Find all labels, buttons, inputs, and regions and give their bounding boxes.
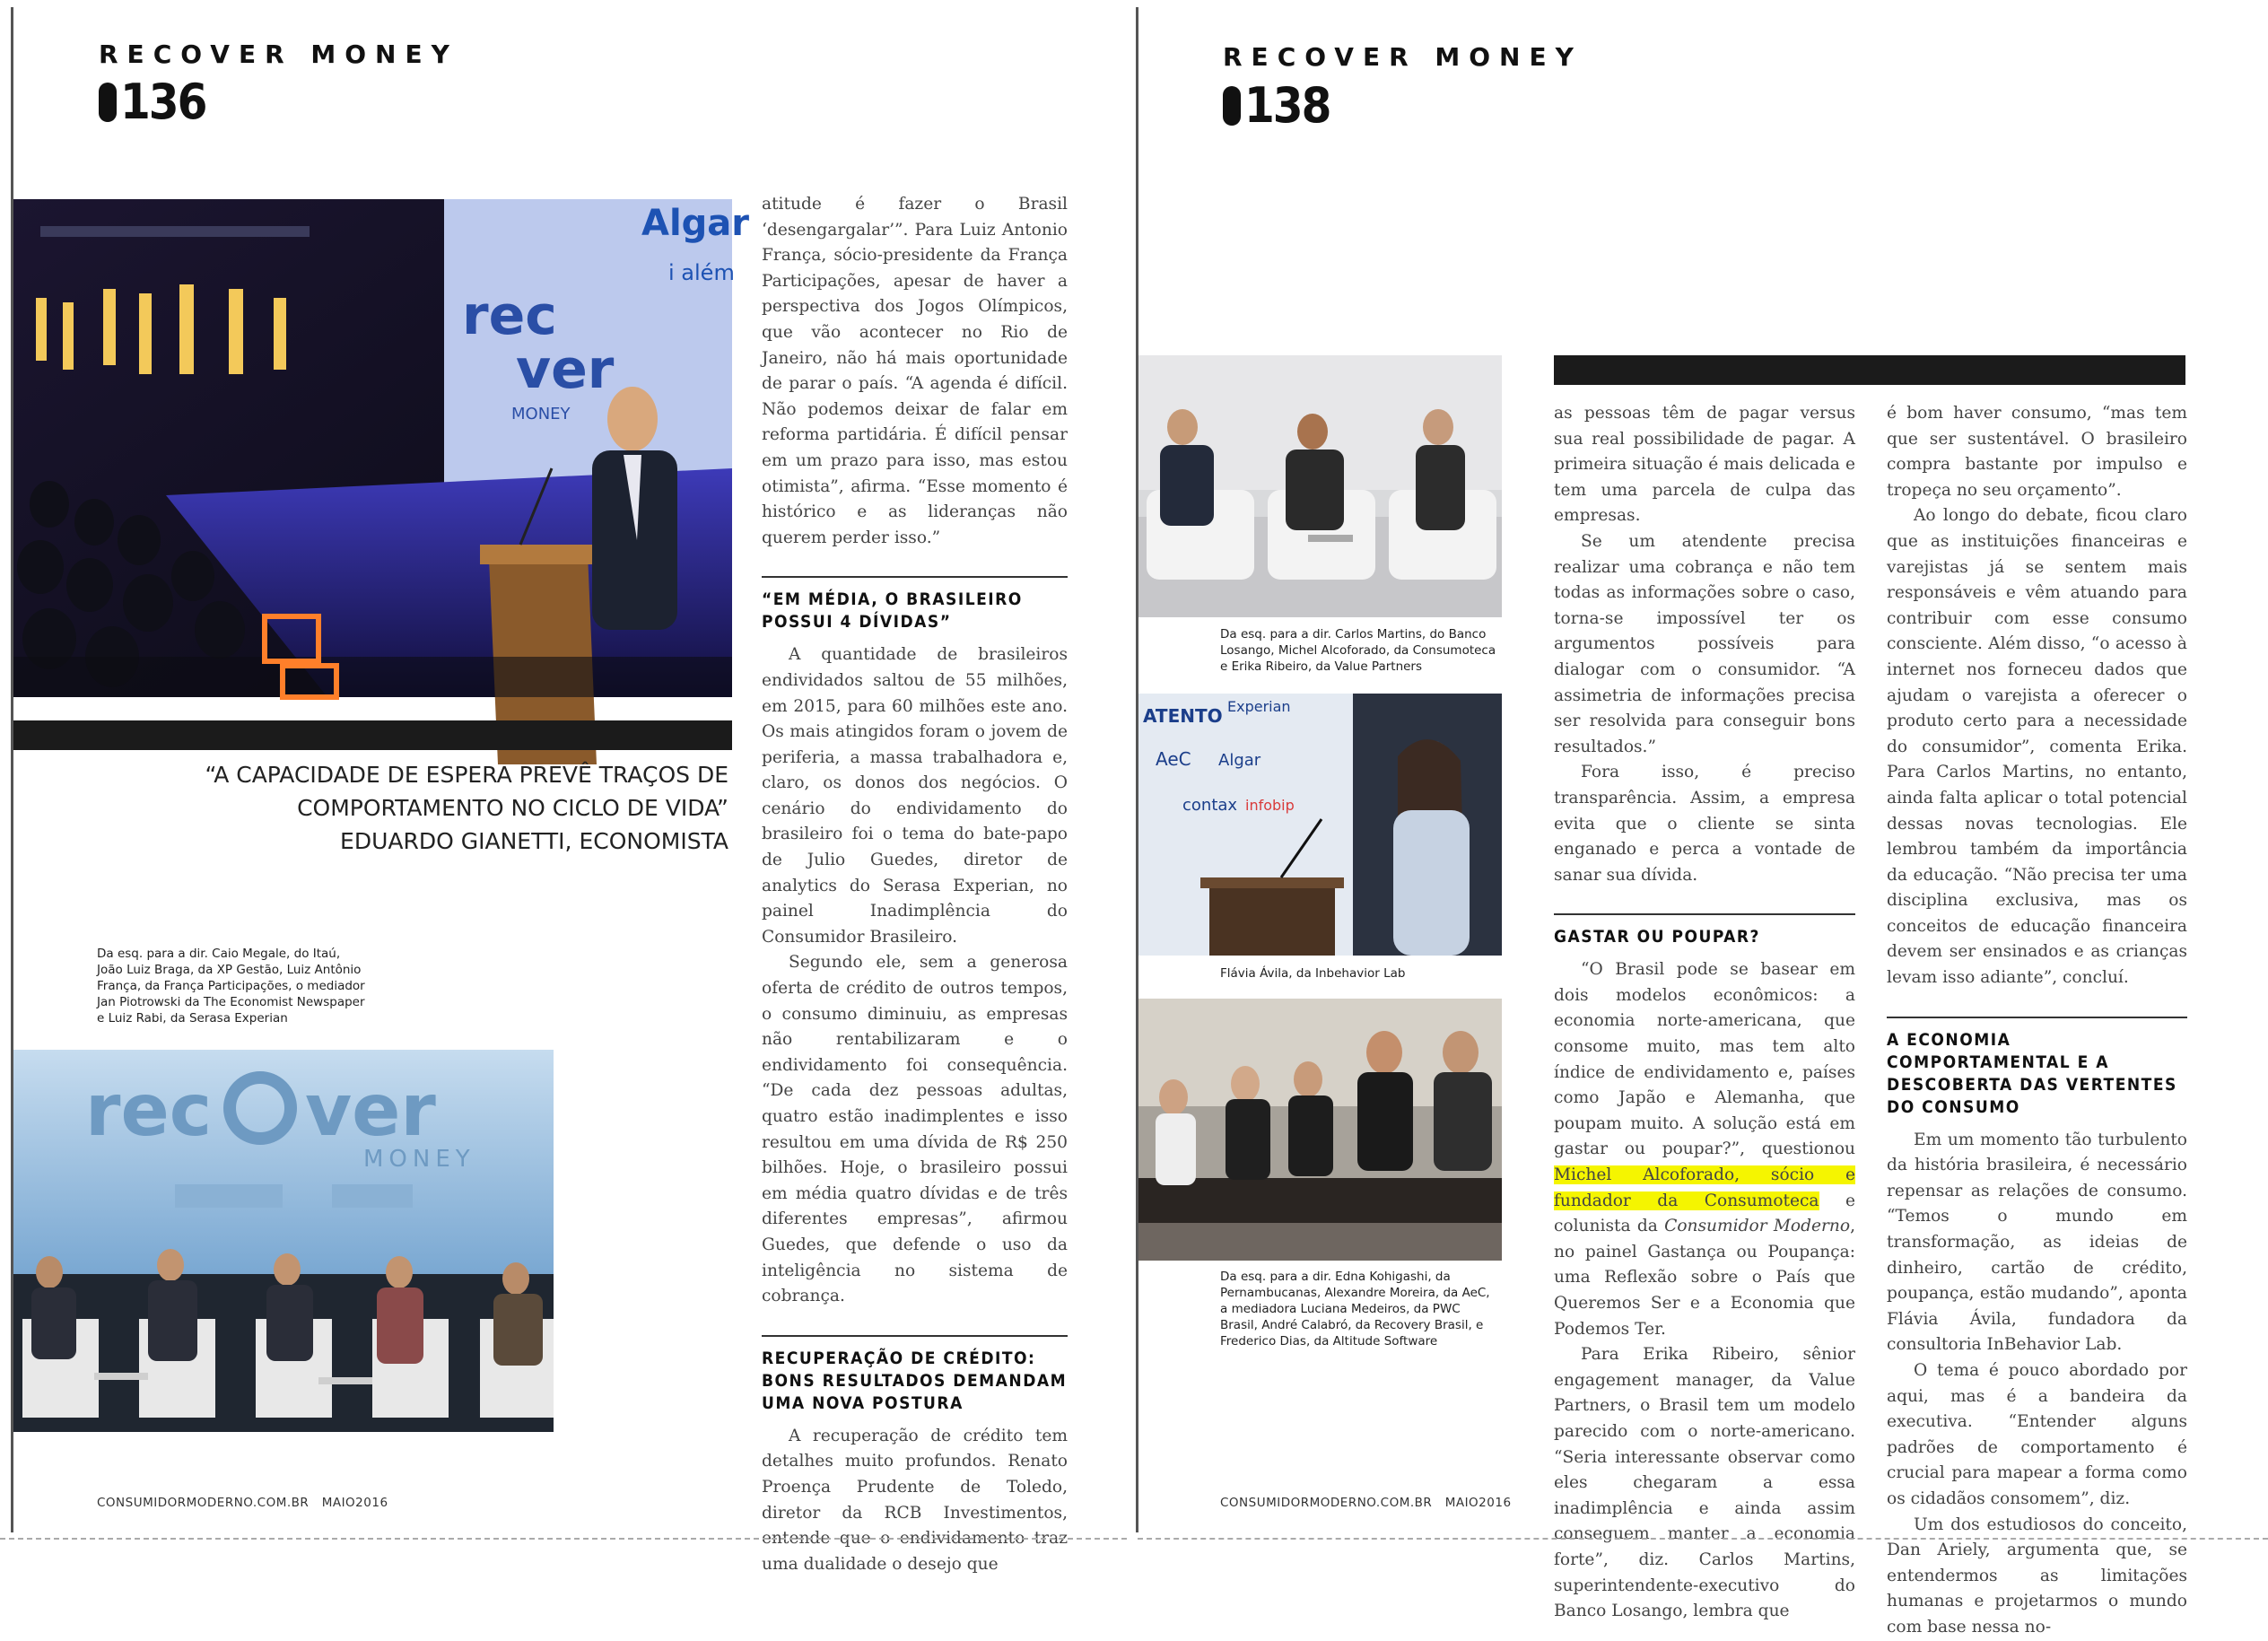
paragraph: as pessoas têm de pagar versus sua real possibilidade de pagar. A primeira situação é mais delicada e tem uma parcela de culpa das empresas. [1554, 404, 1855, 526]
text-run: “O Brasil pode se basear em dois modelos econômicos: a economia norte-americana, que consome muito, mas tem alto índice de endividamento e, países como Japão e Alemanha, que poupam muito. A solução está em gastar ou poupar?”, questionou [1554, 960, 1855, 1159]
page-number-text: 136 [120, 74, 206, 130]
pull-quote-line-3: EDUARDO GIANETTI, ECONOMISTA [340, 828, 728, 854]
logo-text: ATENTO [1143, 705, 1223, 727]
caption-line: Brasil, André Calabró, da Recovery Brasil, e [1220, 1318, 1484, 1332]
page-number-text: 138 [1244, 77, 1330, 134]
footer-site: CONSUMIDORMODERNO.COM.BR [1220, 1496, 1433, 1510]
paragraph: é bom haver consumo, “mas tem que ser sustentável. O brasileiro compra bastante por impulso e tropeça no seu orçamento”. [1887, 404, 2187, 500]
section-heading: RECUPERAÇÃO DE CRÉDITO: BONS RESULTADOS DEMANDAM UMA NOVA POSTURA [762, 1335, 1068, 1415]
paragraph: Ao longo do debate, ficou claro que as instituições financeiras e varejistas já se sentem mais responsáveis e vêm atuando para contribuir com esse consumo consciente. Além disso, “o acesso à internet nos forneceu dados que ajudam o varejista a oferecer o produto certo para a necessidade do consumidor”, comenta Erika. Para Carlos Martins, no entanto, ainda falta aplicar o total potencial dessas novas tecnologias. Ele lembrou também da importância da educação. “Não precisa ter uma disciplina exclusiva, mas os conceitos de educação financeira devem ser ensinados e as crianças levam isso adiante”, concluí. [1887, 506, 2187, 988]
caption-line: Da esq. para a dir. Edna Kohigashi, da [1220, 1270, 1451, 1284]
photo-speaker-woman [1138, 694, 1502, 956]
page-bottom-edge [0, 1538, 1127, 1540]
paragraph: Segundo ele, sem a generosa oferta de crédito de outros tempos, o consumo diminuiu, as empresas não rentabilizaram e o endividamento foi consequência. “De cada dez pessoas adultas, quatro estão inadimplentes e isso resultou em uma dívida de R$ 250 bilhões. Hoje, o brasileiro possui em média quatro dívidas e de três diferentes empresas”, afirmou Guedes, que defende o uso da inteligência no sistema de cobrança. [762, 953, 1068, 1306]
paragraph-highlight [1554, 957, 1855, 1342]
text-run: e colunista da [1554, 1191, 1855, 1236]
article-column-left [762, 192, 1068, 1577]
screen2-ver-text: ver [305, 1069, 436, 1152]
left-page [11, 0, 1127, 1574]
logo-text: Experian [1227, 698, 1291, 715]
screen-side-text: i além [668, 260, 735, 285]
right-page [1138, 0, 2268, 1637]
quote-bar [13, 720, 732, 750]
left-page-edge [11, 7, 13, 1532]
pull-quote-line-1: “A CAPACIDADE DE ESPERA PREVÊ TRAÇOS DE [205, 762, 728, 788]
caption-line: João Luiz Braga, da XP Gestão, Luiz Antônio [97, 963, 362, 977]
caption-line: a mediadora Luciana Medeiros, da PWC [1220, 1302, 1461, 1316]
caption-line: Jan Piotrowski da The Economist Newspaper [97, 995, 365, 1009]
caption-line: Da esq. para a dir. Caio Megale, do Itaú, [97, 947, 341, 961]
page-bottom-edge [1138, 1538, 2268, 1540]
article-column-2 [1887, 401, 2187, 1641]
section-heading: A ECONOMIA COMPORTAMENTAL E A DESCOBERTA DAS VERTENTES DO CONSUMO [1887, 1017, 2187, 1119]
footer-site: CONSUMIDORMODERNO.COM.BR [97, 1496, 310, 1510]
caption-line: Da esq. para a dir. Carlos Martins, do Banco [1220, 627, 1487, 642]
caption-line: e Erika Ribeiro, da Value Partners [1220, 659, 1423, 674]
section-heading: “EM MÉDIA, O BRASILEIRO POSSUI 4 DÍVIDAS” [762, 576, 1068, 633]
footer-date: MAIO2016 [1444, 1496, 1512, 1510]
photo-three-panelists [1138, 355, 1502, 617]
paragraph: Um dos estudiosos do conceito, Dan Ariely, argumenta que, se entendermos as limitações humanas e projetarmos o mundo com base nessa no- [1887, 1514, 2187, 1637]
screen-money-text: MONEY [511, 405, 571, 423]
paragraph: A recuperação de crédito tem detalhes muito profundos. Renato Proença Prudente de Toledo, diretor da RCB Investimentos, entende que o endividamento traz uma dualidade o desejo que [762, 1426, 1068, 1574]
photo-panel-five [1138, 999, 1502, 1261]
paragraph: O tema é pouco abordado por aqui, mas é a bandeira da executiva. “Entender alguns padrões de comportamento é crucial para mapear a forma como os cidadãos consomem”, diz. [1887, 1361, 2187, 1508]
paragraph: Para Erika Ribeiro, sênior engagement manager, da Value Partners, o Brasil tem um modelo parecido com o norte-americano. “Seria interessante observar como eles chegaram a essa inadimplência e ainda assim conseguem manter a economia forte”, diz. Carlos Martins, superintendente-executivo do Banco Losango, lembra que [1554, 1345, 1855, 1621]
screen-rec-text: rec [462, 284, 557, 347]
spine-edge [1136, 7, 1138, 1532]
paragraph: atitude é fazer o Brasil ‘desengargalar’”. Para Luiz Antonio França, sócio-presidente da França Participações, apesar de haver a perspectiva dos Jogos Olímpicos, que vão acontecer no Rio de Janeiro, não há mais oportunidade de parar o país. “A agenda é difícil. Não podemos deixar de falar em reforma partidária. É difícil pensar em um prazo para isso, mas estou otimista”, afirma. “Esse momento é histórico e as lideranças não querem perder isso.” [762, 195, 1068, 547]
screen-ver-text: ver [516, 338, 615, 401]
section-heading: GASTAR OU POUPAR? [1554, 913, 1855, 948]
caption-line: e Luiz Rabi, da Serasa Experian [97, 1011, 288, 1026]
photo-caption-2 [1220, 965, 1507, 982]
photo-panel-stage [13, 1050, 554, 1432]
header-bar [1554, 355, 2185, 385]
paragraph: Fora isso, é preciso transparência. Assim, a empresa evita que o cliente se sinta enganado e perca a vontade de sanar sua dívida. [1554, 763, 1855, 885]
logo-text: Algar [1218, 751, 1261, 770]
caption-line: Frederico Dias, da Altitude Software [1220, 1334, 1438, 1349]
caption-line: Pernambucanas, Alexandre Moreira, da AeC, [1220, 1286, 1490, 1300]
screen2-rec-text: rec [85, 1069, 213, 1152]
brand-title: RECOVER MONEY [1223, 42, 1583, 72]
photo-caption-1 [1220, 626, 1507, 675]
page-number [99, 74, 205, 130]
brand-title: RECOVER MONEY [99, 39, 458, 69]
pull-quote [172, 758, 728, 858]
paragraph: Em um momento tão turbulento da história brasileira, é necessário repensar as relações de consumo. “Temos o mundo em transformação, as ideias de dinheiro, cartão de crédito, poupança, estão mudando”, aponta Flávia Ávila, fundadora da consultoria InBehavior Lab. [1887, 1130, 2187, 1355]
logo-text: infobip [1245, 797, 1295, 814]
photo-speaker-podium [13, 199, 750, 697]
caption-line: Flávia Ávila, da Inbehavior Lab [1220, 966, 1406, 981]
footer [1220, 1496, 1512, 1510]
italic-text: Consumidor Moderno [1664, 1217, 1851, 1236]
screen-algar-text: Algar [641, 203, 750, 244]
page-number [1223, 77, 1330, 134]
footer-date: MAIO2016 [321, 1496, 388, 1510]
logo-text: contax [1182, 796, 1238, 815]
footer [97, 1496, 388, 1510]
highlighted-text: Michel Alcoforado, sócio e fundador da Consumoteca [1554, 1165, 1855, 1210]
paragraph: A quantidade de brasileiros endividados saltou de 55 milhões, em 2015, para 60 milhões este ano. Os mais atingidos foram o jovem de periferia, a massa trabalhadora e, claro, os donos dos negócios. O cenário do endividamento do brasileiro foi o tema do bate-papo de Julio Guedes, diretor de analytics do Serasa Experian, no painel Inadimplência do Consumidor Brasileiro. [762, 645, 1068, 947]
paragraph: Se um atendente precisa realizar uma cobrança e não tem todas as informações sobre o caso, torna-se impossível ter os argumentos possíveis para dialogar com o consumidor. “A assimetria de informações precisa ser resolvida para conseguir bons resultados.” [1554, 531, 1855, 756]
pull-quote-line-2: COMPORTAMENTO NO CICLO DE VIDA” [297, 795, 728, 821]
photo-caption-3 [1220, 1269, 1507, 1349]
caption-line: França, da França Participações, o mediador [97, 979, 365, 993]
caption-line: Losango, Michel Alcoforado, da Consumoteca [1220, 643, 1496, 658]
logo-text: AeC [1156, 748, 1191, 770]
text-run: , no painel Gastança ou Poupança: uma Reflexão sobre o País que Queremos Ser e a Economia que Podemos Ter. [1554, 1217, 1855, 1339]
article-column-1 [1554, 401, 1855, 1625]
screen2-money-text: MONEY [363, 1146, 475, 1173]
photo-caption [97, 946, 402, 1026]
